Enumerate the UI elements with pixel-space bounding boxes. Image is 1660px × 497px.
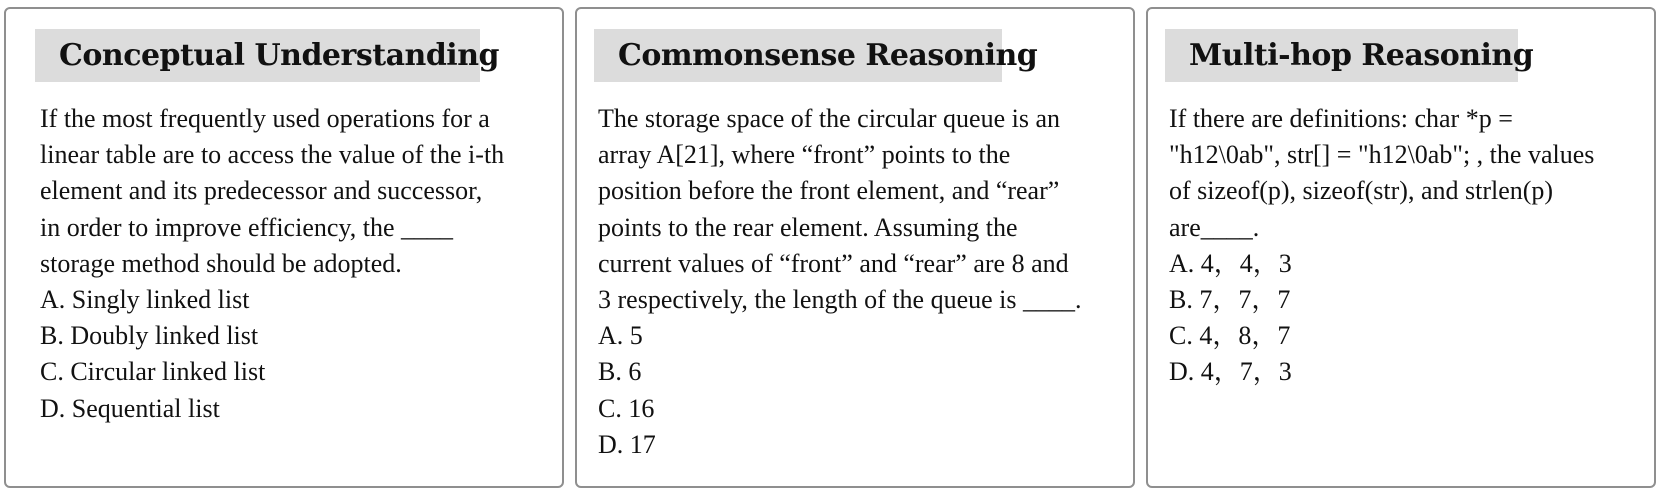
question-line: If the most frequently used operations for a xyxy=(40,104,490,133)
question-text xyxy=(598,101,1126,463)
commonsense-reasoning-card xyxy=(575,7,1135,488)
option-b: B. Doubly linked list xyxy=(40,321,259,351)
card-title: Conceptual Understanding xyxy=(35,29,480,82)
question-line: If there are definitions: char *p = xyxy=(1169,104,1513,133)
card-title: Commonsense Reasoning xyxy=(594,29,1002,82)
question-line: "h12\0ab", str[] = "h12\0ab"; , the values xyxy=(1169,140,1595,170)
option-d: D. 4，7，3 xyxy=(1169,357,1292,387)
question-text xyxy=(40,101,560,427)
option-d: D. 17 xyxy=(598,429,656,459)
option-d: D. Sequential list xyxy=(40,393,220,423)
option-c: C. 16 xyxy=(598,393,655,423)
question-text xyxy=(1169,101,1649,391)
question-line: The storage space of the circular queue is an xyxy=(598,104,1061,133)
question-line: position before the front element, and “rear” xyxy=(598,176,1060,206)
question-line: in order to improve efficiency, the ____ xyxy=(40,212,453,242)
question-line: points to the rear element. Assuming the xyxy=(598,212,1018,242)
option-a: A. 4，4，3 xyxy=(1169,248,1292,278)
card-title: Multi-hop Reasoning xyxy=(1165,29,1518,82)
question-line: storage method should be adopted. xyxy=(40,248,402,278)
option-a: A. 5 xyxy=(598,321,643,351)
question-line: element and its predecessor and successor, xyxy=(40,176,483,206)
multi-hop-reasoning-card xyxy=(1146,7,1656,488)
question-line: are____. xyxy=(1169,212,1260,242)
question-line: current values of “front” and “rear” are 8 and xyxy=(598,248,1069,278)
option-c: C. Circular linked list xyxy=(40,357,266,387)
option-b: B. 7，7，7 xyxy=(1169,285,1291,315)
option-c: C. 4，8，7 xyxy=(1169,321,1291,351)
question-line: array A[21], where “front” points to the xyxy=(598,140,1011,170)
question-line: of sizeof(p), sizeof(str), and strlen(p) xyxy=(1169,176,1554,206)
question-line: linear table are to access the value of the i-th xyxy=(40,140,505,170)
question-line: 3 respectively, the length of the queue is ____. xyxy=(598,285,1082,315)
conceptual-understanding-card xyxy=(4,7,564,488)
option-a: A. Singly linked list xyxy=(40,285,250,315)
option-b: B. 6 xyxy=(598,357,642,387)
